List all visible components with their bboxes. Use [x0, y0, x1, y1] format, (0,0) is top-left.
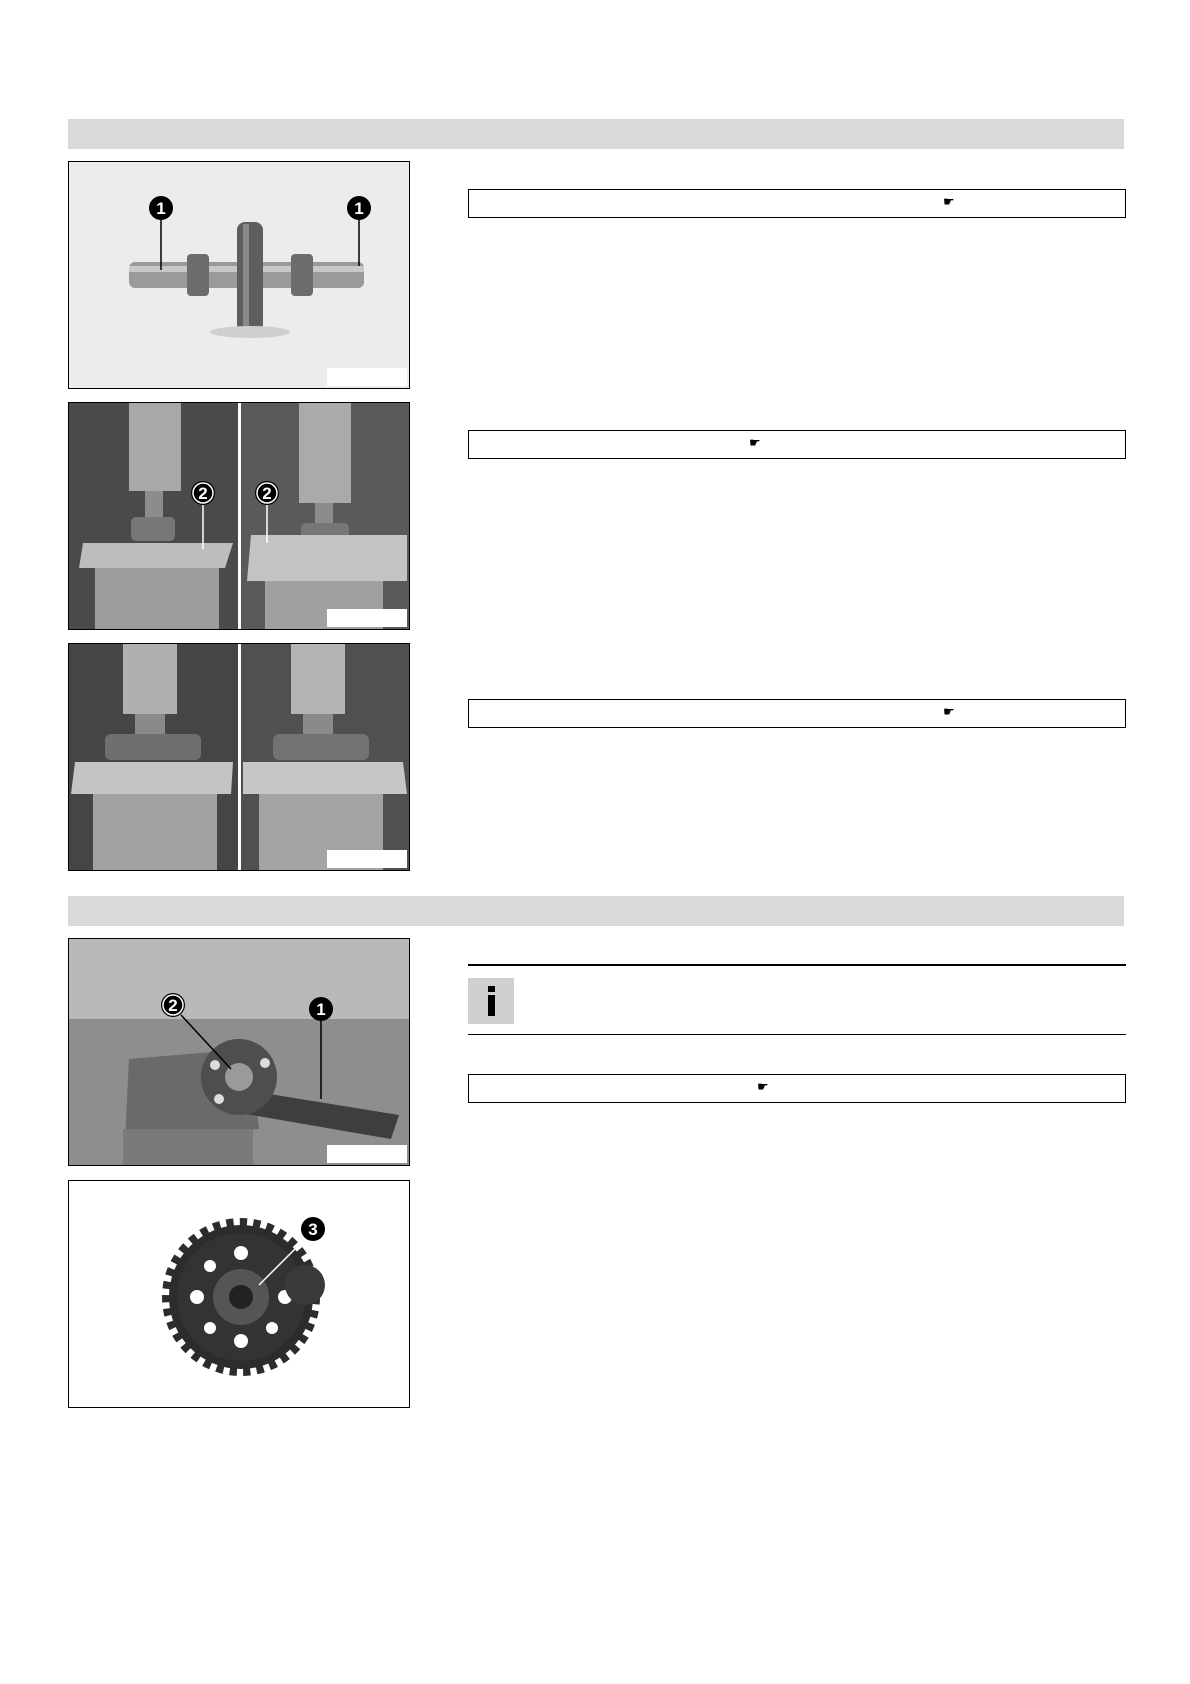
figure-label-box [327, 368, 407, 386]
spec-box-1 [468, 189, 1126, 218]
callout-number: 2 [262, 484, 272, 503]
pointing-hand-icon: ☛ [749, 435, 761, 450]
spec-box-3 [468, 699, 1126, 728]
figure-label-box [327, 1145, 407, 1163]
spec-box-4 [468, 1074, 1126, 1103]
figure-crankshaft [68, 161, 410, 389]
figure-separator-press [68, 643, 410, 871]
spec-box-2 [468, 430, 1126, 459]
pointing-hand-icon: ☛ [943, 194, 955, 209]
pointing-hand-icon: ☛ [757, 1079, 769, 1094]
callout-number: 2 [198, 484, 208, 503]
info-icon [468, 978, 514, 1024]
figure-bearing-press [68, 402, 410, 630]
figure-label-box [327, 850, 407, 868]
figure-label-box [327, 609, 407, 627]
section-header-bar-1 [68, 119, 1124, 149]
figure-holding-wrench [68, 938, 410, 1166]
section-header-bar-2 [68, 896, 1124, 926]
figure-sprocket [68, 1180, 410, 1408]
callout-number: 1 [316, 1000, 326, 1019]
callout-number: 1 [354, 199, 364, 218]
info-note-top-rule [468, 964, 1126, 966]
pointing-hand-icon: ☛ [943, 704, 955, 719]
info-note-bottom-rule [468, 1034, 1126, 1035]
callout-number: 2 [168, 996, 178, 1015]
callout-number: 1 [156, 199, 166, 218]
callout-number: 3 [308, 1220, 318, 1239]
